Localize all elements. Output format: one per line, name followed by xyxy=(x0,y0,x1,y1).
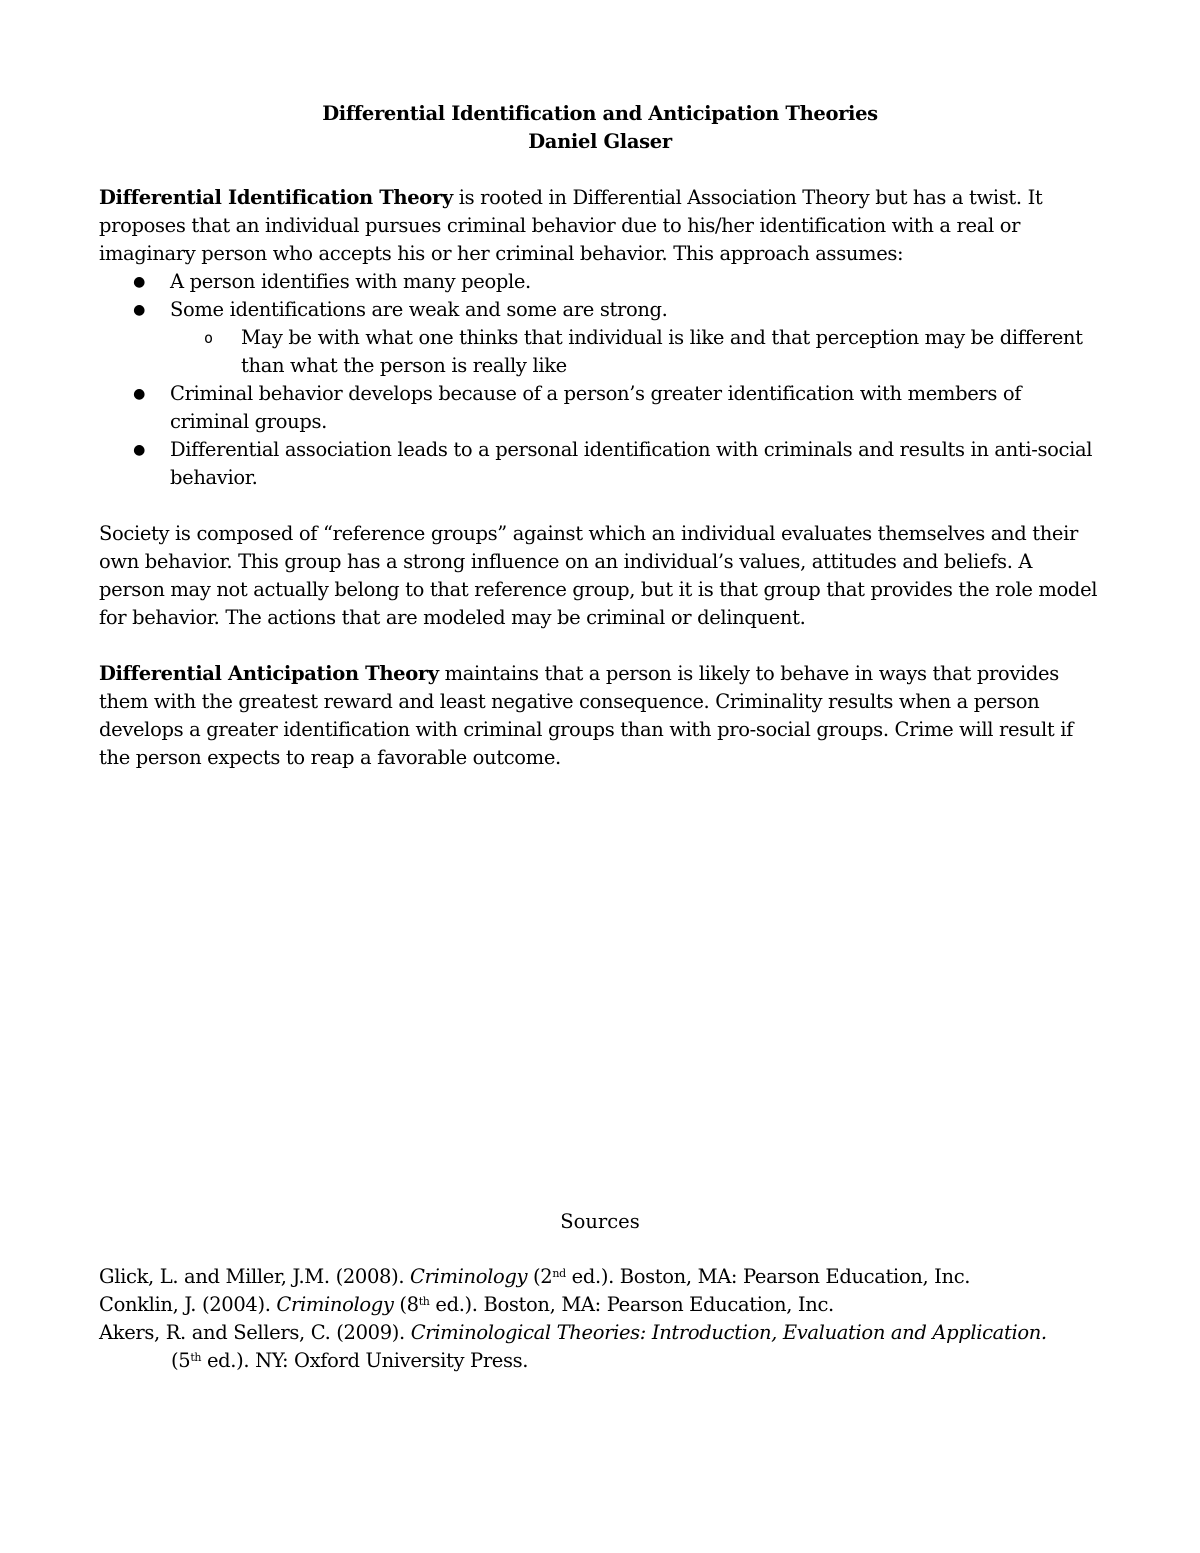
spacer xyxy=(99,632,1101,660)
list-item xyxy=(99,380,1101,436)
ref-title: Criminology xyxy=(410,1265,528,1288)
list-item-text: Criminal behavior develops because of a person’s greater identification with members of criminal groups. xyxy=(170,382,1022,433)
list-item-text: Some identifications are weak and some are strong. xyxy=(170,298,668,321)
reference-item xyxy=(99,1319,1101,1347)
bullet-icon: ● xyxy=(133,302,145,318)
ref-title: Criminological Theories: Introduction, Evaluation and Application. xyxy=(410,1321,1047,1344)
reference-item xyxy=(99,1263,1101,1291)
ref-edition: (8 xyxy=(393,1293,419,1316)
assumptions-list xyxy=(99,268,1101,492)
sub-list-item xyxy=(170,324,1101,380)
document-author: Daniel Glaser xyxy=(528,130,672,153)
section-identification-intro xyxy=(99,184,1101,268)
reference-item xyxy=(99,1291,1101,1319)
references-list xyxy=(99,1263,1101,1375)
ref-title: Criminology xyxy=(276,1293,394,1316)
document-title: Differential Identification and Anticipation Theories xyxy=(322,102,878,125)
list-item xyxy=(99,268,1101,296)
bullet-icon: ● xyxy=(133,386,145,402)
term-differential-anticipation: Differential Anticipation Theory xyxy=(99,662,439,685)
list-item-text: A person identifies with many people. xyxy=(170,270,531,293)
ref-publisher: ed.). Boston, MA: Pearson Education, Inc. xyxy=(429,1293,834,1316)
reference-item-continuation xyxy=(99,1347,1101,1375)
section-anticipation xyxy=(99,660,1101,772)
hollow-bullet-icon: o xyxy=(204,329,213,347)
list-item-text: Differential association leads to a personal identification with criminals and results in anti-social behavior. xyxy=(170,438,1093,489)
intro-text: is rooted in Differential Association Theory but has a twist. It proposes that an individual pursues criminal behavior due to his/her identification with a real or imaginary person who accepts his or her criminal behavior. This approach assumes: xyxy=(99,186,1043,265)
bullet-icon: ● xyxy=(133,442,145,458)
list-item xyxy=(99,436,1101,492)
list-item xyxy=(99,296,1101,380)
ref-publisher: ed.). Boston, MA: Pearson Education, Inc. xyxy=(565,1265,971,1288)
sub-list-item-text: May be with what one thinks that individual is like and that perception may be different than what the person is really like xyxy=(241,326,1083,377)
term-differential-identification: Differential Identification Theory xyxy=(99,186,453,209)
ref-authors: Conklin, J. (2004). xyxy=(99,1293,277,1316)
ref-edition-suffix: th xyxy=(190,1351,202,1364)
spacer xyxy=(99,156,1101,184)
sources-heading: Sources xyxy=(560,1210,640,1233)
ref-edition: (5 xyxy=(171,1349,191,1372)
ref-authors: Akers, R. and Sellers, C. (2009). xyxy=(99,1321,411,1344)
ref-authors: Glick, L. and Miller, J.M. (2008). xyxy=(99,1265,411,1288)
document-body xyxy=(99,100,1101,772)
section-reference-groups: Society is composed of “reference groups” against which an individual evaluates themselves and their own behavior. This group has a strong influence on an individual’s values, attitudes and beliefs. A person may not actually belong to that reference group, but it is that group that provides the role model for behavior. The actions that are modeled may be criminal or delinquent. xyxy=(99,522,1098,629)
ref-edition-suffix: nd xyxy=(552,1267,566,1280)
anticipation-text: maintains that a person is likely to behave in ways that provides them with the greatest reward and least negative consequence. Criminality results when a person develops a greater identification with criminal groups than with pro-social groups. Crime will result if the person expects to reap a favorable outcome. xyxy=(99,662,1073,769)
ref-edition-suffix: th xyxy=(418,1295,430,1308)
ref-edition: (2 xyxy=(527,1265,553,1288)
bullet-icon: ● xyxy=(133,274,145,290)
sub-list xyxy=(170,324,1101,380)
spacer xyxy=(99,492,1101,520)
ref-publisher: ed.). NY: Oxford University Press. xyxy=(201,1349,529,1372)
